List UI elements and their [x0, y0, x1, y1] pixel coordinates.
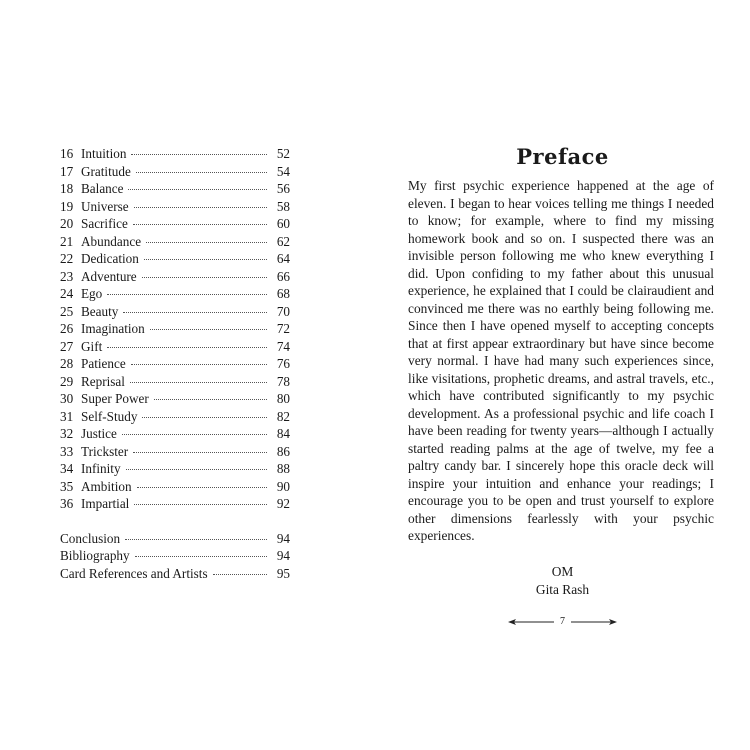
toc-entry	[60, 268, 290, 286]
signature-block	[375, 563, 750, 599]
toc-entry-title: Trickster	[81, 443, 129, 459]
toc-entry-page: 56	[276, 181, 290, 196]
toc-entry-title: Balance	[81, 181, 124, 196]
page-number: 7	[560, 616, 565, 627]
toc-entry-page: 78	[276, 373, 290, 389]
toc-entry	[60, 408, 290, 426]
toc-entry-number: 22	[60, 251, 74, 266]
toc-entry-number: 18	[60, 181, 74, 196]
dot-leader	[136, 171, 267, 173]
toc-entry-title: Justice	[81, 426, 117, 441]
dot-leader	[126, 468, 267, 470]
toc-entry-number: 28	[60, 356, 74, 371]
toc-entry	[60, 180, 290, 198]
toc-entry-title: Card References and Artists	[60, 565, 208, 581]
toc-entry-page: 74	[276, 338, 290, 354]
toc-entry-page: 94	[276, 530, 290, 546]
arrow-ornament-left-icon	[508, 618, 554, 626]
toc-entry	[60, 390, 290, 408]
toc-entry-title: Self-Study	[81, 408, 138, 424]
toc-entry	[60, 285, 290, 303]
toc-entry-title: Dedication	[81, 251, 139, 266]
toc-entry	[60, 145, 290, 163]
dot-leader	[125, 538, 267, 540]
toc-entry-title: Ego	[81, 286, 103, 301]
toc-entry-title: Adventure	[81, 268, 137, 284]
dot-leader	[107, 346, 267, 348]
dot-leader	[135, 555, 267, 557]
toc-entry	[60, 320, 290, 338]
dot-leader	[134, 206, 267, 208]
toc-entry	[60, 495, 290, 513]
dot-leader	[107, 293, 267, 295]
toc-chapter-list	[60, 145, 290, 513]
table-of-contents	[60, 145, 290, 582]
toc-entry-title: Impartial	[81, 496, 130, 511]
toc-entry-page: 90	[276, 478, 290, 494]
toc-entry-page: 54	[276, 163, 290, 179]
preface-body: My first psychic experience happened at the age of eleven. I began to hear voices telling me things I needed to know; for example, where to find my missing homework book and so on. I suspected there was an invisible person following me who knew everything I did. Upon confiding to my father about this unusual experience, he explained that I could be clairaudient and convinced me there was no earthly being following me. Since then I have opened myself to accepting concepts that at first appear extraordinary but have since become very normal. I have had many such experiences since, like visitations, prophetic dreams, and astral travels, etc., which have contributed significantly to my psychic development. As a professional psychic and life coach I have been reading for twenty years—although I actually started reading palms at the age of twelve, my fee a paltry candy bar. I sincerely hope this oracle deck will inspire your intuition and enhance your readings; I encourage you to be open and trust yourself to explore other dimensions fearlessly with your psychic experiences.	[408, 178, 714, 543]
toc-entry-title: Bibliography	[60, 548, 130, 563]
toc-entry	[60, 355, 290, 373]
dot-leader	[122, 433, 267, 435]
toc-entry-page: 66	[276, 268, 290, 284]
toc-entry-page: 68	[276, 286, 290, 301]
toc-entry-number: 30	[60, 391, 74, 406]
dot-leader	[131, 153, 267, 155]
toc-entry	[60, 233, 290, 251]
signature-name: Gita Rash	[535, 582, 590, 597]
toc-entry	[60, 478, 290, 496]
toc-entry-number: 23	[60, 268, 74, 284]
dot-leader	[146, 241, 267, 243]
toc-entry	[60, 565, 290, 583]
dot-leader	[154, 398, 267, 400]
toc-back-matter-list	[60, 530, 290, 583]
toc-entry-title: Infinity	[81, 461, 121, 476]
toc-entry	[60, 460, 290, 478]
toc-entry-number: 24	[60, 286, 74, 301]
dot-leader	[133, 223, 267, 225]
dot-leader	[130, 381, 267, 383]
toc-entry	[60, 163, 290, 181]
toc-entry-number: 20	[60, 216, 74, 231]
toc-entry-page: 60	[276, 216, 290, 231]
toc-entry-title: Sacrifice	[81, 216, 128, 231]
toc-entry-number: 26	[60, 321, 74, 336]
toc-entry	[60, 198, 290, 216]
dot-leader	[144, 258, 267, 260]
toc-entry-number: 34	[60, 461, 74, 476]
signature-initials: OM	[551, 564, 574, 579]
toc-entry-title: Ambition	[81, 478, 132, 494]
toc-entry-page: 94	[276, 548, 290, 563]
right-page	[375, 0, 750, 750]
toc-entry-page: 72	[276, 321, 290, 336]
toc-entry	[60, 425, 290, 443]
toc-entry-number: 21	[60, 233, 74, 249]
dot-leader	[142, 416, 267, 418]
toc-entry	[60, 303, 290, 321]
toc-entry-number: 27	[60, 338, 74, 354]
toc-spacer	[60, 513, 290, 530]
toc-entry-number: 25	[60, 303, 74, 319]
dot-leader	[134, 503, 267, 505]
toc-entry-page: 76	[276, 356, 290, 371]
toc-entry-page: 80	[276, 391, 290, 406]
toc-entry-number: 33	[60, 443, 74, 459]
toc-entry	[60, 338, 290, 356]
toc-entry-title: Imagination	[81, 321, 145, 336]
toc-entry-page: 58	[276, 198, 290, 214]
toc-entry-page: 62	[276, 233, 290, 249]
toc-entry	[60, 547, 290, 565]
toc-entry-number: 31	[60, 408, 74, 424]
toc-entry-page: 84	[276, 426, 290, 441]
toc-entry-page: 82	[276, 408, 290, 424]
toc-entry-page: 64	[276, 251, 290, 266]
toc-entry-page: 88	[276, 461, 290, 476]
toc-entry-number: 19	[60, 198, 74, 214]
toc-entry-page: 52	[276, 146, 290, 161]
toc-entry-page: 70	[276, 303, 290, 319]
toc-entry-number: 36	[60, 496, 74, 511]
toc-entry-title: Conclusion	[60, 530, 121, 546]
toc-entry	[60, 530, 290, 548]
preface-title: Preface	[516, 144, 609, 169]
toc-entry-title: Gift	[81, 338, 103, 354]
toc-entry	[60, 443, 290, 461]
dot-leader	[123, 311, 267, 313]
toc-entry-number: 35	[60, 478, 74, 494]
dot-leader	[142, 276, 267, 278]
toc-entry-number: 29	[60, 373, 74, 389]
page-folio	[375, 616, 750, 627]
toc-entry-title: Reprisal	[81, 373, 125, 389]
toc-entry	[60, 373, 290, 391]
toc-entry-page: 92	[276, 496, 290, 511]
dot-leader	[137, 486, 267, 488]
dot-leader	[150, 328, 267, 330]
toc-entry-title: Gratitude	[81, 163, 131, 179]
dot-leader	[128, 188, 267, 190]
toc-entry-title: Patience	[81, 356, 126, 371]
dot-leader	[213, 573, 267, 575]
dot-leader	[133, 451, 267, 453]
arrow-ornament-right-icon	[571, 618, 617, 626]
toc-entry-title: Beauty	[81, 303, 119, 319]
toc-entry-title: Intuition	[81, 146, 127, 161]
dot-leader	[131, 363, 267, 365]
toc-entry-page: 95	[276, 565, 290, 581]
toc-entry-number: 16	[60, 146, 74, 161]
toc-entry-title: Abundance	[81, 233, 142, 249]
toc-entry-title: Universe	[81, 198, 129, 214]
toc-entry-title: Super Power	[81, 391, 149, 406]
toc-entry-number: 32	[60, 426, 74, 441]
toc-entry	[60, 215, 290, 233]
toc-entry-number: 17	[60, 163, 74, 179]
toc-entry	[60, 250, 290, 268]
toc-entry-page: 86	[276, 443, 290, 459]
